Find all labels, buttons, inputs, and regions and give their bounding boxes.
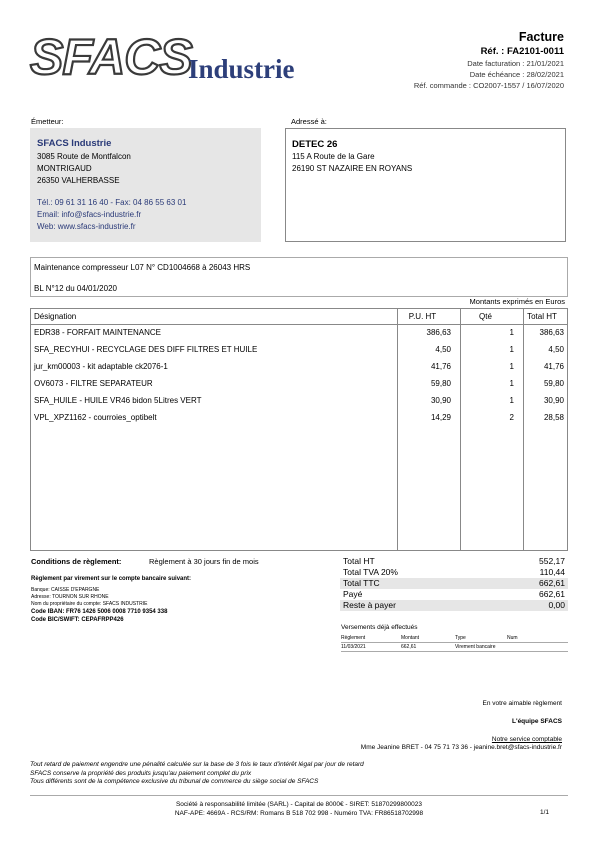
table-row [31, 409, 567, 426]
row-designation: EDR38 - FORFAIT MAINTENANCE [34, 328, 161, 338]
total-value: 662,61 [539, 589, 565, 599]
header-pu: P.U. HT [391, 309, 454, 324]
iban: Code IBAN: FR76 1426 5006 0008 7710 9354 338 [31, 609, 168, 615]
page-number: 1/1 [539, 809, 549, 816]
table-row [31, 375, 567, 392]
payments-header [341, 635, 568, 643]
row-designation: OV6073 - FILTRE SEPARATEUR [34, 379, 153, 388]
row-total: 30,90 [543, 396, 564, 405]
col-divider [397, 309, 398, 550]
emetteur-web[interactable]: Web: www.sfacs-industrie.fr [37, 222, 136, 231]
total-label: Total TVA 20% [343, 567, 398, 577]
invoice-ref: Réf. : FA2101-0011 [480, 46, 564, 57]
legal-line1: Tout retard de paiement engendre une pénalité calculée sur la base de 3 fois le taux d'intérêt légal par jour de retard [30, 761, 364, 768]
row-pu: 14,29 [430, 413, 451, 422]
row-qte: 1 [509, 328, 514, 338]
header-designation: Désignation [31, 309, 391, 324]
closing-line2: L'équipe SFACS [512, 718, 562, 725]
logo-industrie-text: Industrie [188, 54, 295, 84]
row-total: 386,63 [539, 328, 564, 338]
invoice-date: Date facturation : 21/01/2021 [467, 59, 564, 68]
row-qte: 1 [509, 379, 514, 388]
legal-line3: Tous différents sont de la compétence exclusive du tribunal de commerce du siège social de SFACS [30, 778, 319, 785]
destinataire-address1: 115 A Route de la Gare [292, 152, 375, 161]
row-designation: VPL_XPZ1162 - courroies_optibelt [34, 413, 157, 422]
footer [30, 800, 568, 818]
row-designation: SFA_RECYHUI - RECYCLAGE DES DIFF FILTRES ET HUILE [34, 345, 258, 354]
total-label: Total TTC [343, 578, 380, 588]
total-row [340, 556, 568, 567]
payments-header-montant: Montant [401, 635, 420, 641]
total-row [340, 578, 568, 589]
account-owner: Nom du propriétaire du compte: SFACS INDUSTRIE [31, 601, 148, 607]
order-ref: Réf. commande : CO2007-1557 / 16/07/2020 [413, 81, 564, 90]
row-pu: 41,76 [430, 362, 451, 371]
table-row [31, 392, 567, 409]
destinataire-address2: 26190 ST NAZAIRE EN ROYANS [292, 164, 413, 173]
closing-block [361, 700, 562, 752]
row-pu: 4,50 [435, 345, 451, 354]
payments-header-num: Num [507, 635, 518, 641]
emetteur-address1: 3085 Route de Montfalcon [37, 152, 131, 161]
row-designation: SFA_HUILE - HUILE VR46 bidon 5Litres VERT [34, 396, 202, 405]
logo-sfacs-text: SFACS [30, 29, 192, 85]
emetteur-email[interactable]: Email: info@sfacs-industrie.fr [37, 210, 142, 219]
total-value: 110,44 [539, 567, 565, 577]
total-value: 0,00 [548, 600, 565, 610]
legal-mentions [30, 761, 410, 787]
footer-line2: NAF-APE: 4669A - RCS/RM: Romans B 518 702 998 - Numéro TVA: FR86518702998 [174, 810, 424, 817]
emetteur-address2: MONTRIGAUD [37, 164, 92, 173]
payment-row [341, 643, 568, 652]
payments-header-type: Type [455, 635, 466, 641]
emetteur-label: Émetteur: [31, 117, 64, 126]
row-pu: 30,90 [430, 396, 451, 405]
total-value: 552,17 [539, 556, 565, 566]
destinataire-box [285, 128, 566, 242]
note-line1: Maintenance compresseur L07 N° CD1004668 à 26043 HRS [34, 263, 251, 272]
items-table [30, 308, 568, 551]
emetteur-address3: 26350 VALHERBASSE [37, 176, 120, 185]
row-qte: 1 [509, 345, 514, 354]
payment-date: 11/03/2021 [341, 644, 366, 650]
note-line2: BL N°12 du 04/01/2020 [34, 284, 117, 293]
row-qte: 1 [509, 362, 514, 371]
row-pu: 59,80 [430, 379, 451, 388]
col-divider [523, 309, 524, 550]
payments-title: Versements déjà effectués [341, 624, 418, 631]
destinataire-name: DETEC 26 [292, 139, 338, 150]
total-row [340, 567, 568, 578]
total-label: Reste à payer [343, 600, 396, 610]
bank-name: Banque: CAISSE D'EPARGNE [31, 587, 100, 593]
company-logo [30, 29, 310, 88]
emetteur-name: SFACS Industrie [37, 138, 112, 149]
closing-line4: Mme Jeanine BRET - 04 75 71 73 36 - jeanine.bret@sfacs-industrie.fr [360, 744, 562, 751]
bic: Code BIC/SWIFT: CEPAFRPP426 [31, 617, 124, 623]
bank-address: Adresse: TOURNON SUR RHONE [31, 594, 109, 600]
payment-conditions [31, 557, 321, 624]
payments-made [341, 624, 568, 652]
row-qte: 2 [509, 413, 514, 422]
row-total: 4,50 [548, 345, 564, 354]
payment-type: Virement bancaire [455, 644, 496, 650]
payments-header-reglement: Règlement [341, 635, 366, 641]
virement-title: Règlement par virement sur le compte bancaire suivant: [31, 576, 192, 582]
payment-num [507, 644, 547, 650]
row-designation: jur_km00003 - kit adaptable ck2076-1 [34, 362, 168, 371]
header-total: Total HT [517, 309, 567, 324]
emetteur-box [30, 128, 261, 242]
header-qte: Qté [454, 309, 517, 324]
destinataire-label: Adressé à: [291, 117, 327, 126]
invoice-header [414, 30, 564, 90]
total-row [340, 600, 568, 611]
col-divider [460, 309, 461, 550]
table-row [31, 341, 567, 358]
footer-line1: Société à responsabilité limitée (SARL) - Capital de 8000€ - SIRET: 51870299800023 [175, 801, 423, 808]
conditions-label: Conditions de règlement: [31, 557, 122, 566]
footer-divider [30, 795, 568, 796]
total-label: Payé [343, 589, 363, 599]
totals-block [340, 556, 568, 611]
row-pu: 386,63 [426, 328, 451, 338]
conditions-value: Règlement à 30 jours fin de mois [149, 557, 259, 566]
table-row [31, 358, 567, 375]
total-row [340, 589, 568, 600]
table-row [31, 324, 567, 341]
row-qte: 1 [509, 396, 514, 405]
currency-note: Montants exprimés en Euros [469, 297, 565, 306]
invoice-due-date: Date échéance : 28/02/2021 [469, 70, 564, 79]
table-header-row [31, 309, 567, 324]
row-total: 28,58 [543, 413, 564, 422]
row-total: 41,76 [543, 362, 564, 371]
emetteur-phone: Tél.: 09 61 31 16 40 - Fax: 04 86 55 63 01 [37, 198, 187, 207]
total-value: 662,61 [539, 578, 565, 588]
closing-line1: En votre aimable règlement [482, 700, 562, 707]
legal-line2: SFACS conserve la propriété des produits jusqu'au paiement complet du prix [30, 769, 252, 777]
note-box [30, 257, 568, 297]
closing-line3: Notre service comptable [491, 736, 562, 743]
row-total: 59,80 [543, 379, 564, 388]
total-label: Total HT [343, 556, 375, 566]
invoice-title: Facture [518, 30, 564, 44]
payment-amount: 662,61 [401, 644, 417, 650]
